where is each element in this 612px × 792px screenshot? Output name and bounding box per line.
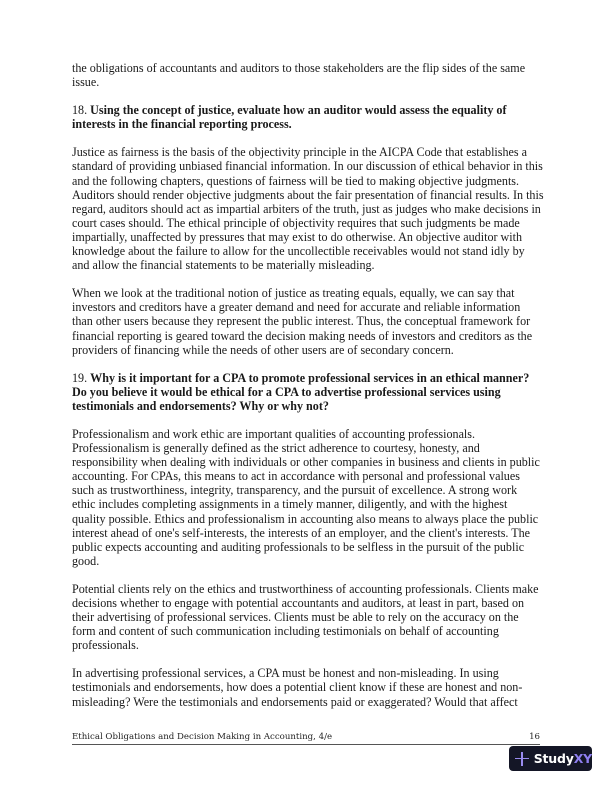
- page-footer: [72, 731, 540, 745]
- text-line: When we look at the traditional notion of justice as treating equals, equally, we can say that: [72, 286, 515, 301]
- text-line: good.: [72, 553, 100, 568]
- text-line: Professionalism and work ethic are important qualities of accounting professionals.: [72, 426, 476, 441]
- text-line: ethic includes completing assignments in a timely manner, diligently, and with the highest: [72, 497, 508, 512]
- text-line: public expects accounting and auditing professionals to be selfless in the pursuit of the public: [72, 539, 525, 554]
- text-line: providers of financing while the needs of other users are of secondary concern.: [72, 342, 454, 357]
- text-line: misleading? Were the testimonials and endorsements paid or exaggerated? Would that affect: [72, 694, 518, 709]
- text-line: In advertising professional services, a CPA must be honest and non-misleading. In using: [72, 666, 499, 681]
- badge-label: StudyXY: [533, 751, 592, 766]
- text-line: testimonials and endorsements, how does a potential client know if these are honest and non-: [72, 680, 523, 695]
- text-line: such as trustworthiness, integrity, transparency, and the pursuit of excellence. A strong work: [72, 483, 518, 498]
- plus-icon: [515, 752, 529, 766]
- question-text: Why is it important for a CPA to promote professional services in an ethical manner?: [90, 370, 530, 385]
- text-line: responsibility when dealing with individuals or other companies in business and clients in public: [72, 455, 540, 470]
- text-line: knowledge about the failure to allow for the uncollectible receivables would not stand idly by: [72, 244, 525, 259]
- text-line: decisions whether to engage with potential accountants and auditors, at least in part, based on: [72, 596, 525, 610]
- question-19: [72, 371, 542, 413]
- text-line: professionals.: [72, 638, 139, 653]
- question-text: testimonials and endorsements? Why or why not?: [72, 398, 329, 413]
- studyxy-badge[interactable]: [509, 746, 592, 771]
- text-line: Auditors should render objective judgments about the fair presentation of financial results. In this: [72, 187, 544, 202]
- text-line: impartially, unaffected by pressures that may exist to do otherwise. An objective auditor with: [72, 229, 523, 244]
- text-line: standard of providing unbiased financial information. In our discussion of ethical behavior in this: [72, 159, 543, 174]
- text-line: regard, auditors should act as impartial arbiters of the truth, just as judges who make decisions in: [72, 201, 541, 216]
- page-number: 16: [529, 732, 540, 742]
- question-text: Do you believe it would be ethical for a CPA to advertise professional services using: [72, 384, 501, 399]
- text-line: and allow the financial statements to be materially misleading.: [72, 258, 375, 273]
- text-line: Justice as fairness is the basis of the objectivity principle in the AICPA Code that establishes a: [72, 145, 528, 160]
- text-line: Professionalism is generally defined as the strict adherence to courtesy, honesty, and: [72, 441, 480, 456]
- answer-19-paragraph-1: [72, 427, 542, 568]
- text-line: Potential clients rely on the ethics and trustworthiness of accounting professionals. Clients make: [72, 581, 539, 596]
- footer-book-title: Ethical Obligations and Decision Making in Accounting, 4/e: [72, 732, 333, 742]
- answer-19-paragraph-3: [72, 666, 542, 708]
- text-line: and the following chapters, questions of fairness will be tied to making objective judgments.: [72, 173, 520, 188]
- text-line: court cases should. The ethical principle of objectivity requires that such judgments be made: [72, 215, 520, 230]
- answer-18-paragraph-1: [72, 145, 542, 272]
- question-18: [72, 103, 542, 131]
- question-number: 19.: [72, 370, 91, 385]
- text-line: quality possible. Ethics and professionalism in accounting also means to always place the public: [72, 511, 539, 526]
- text-line: their advertising of professional services. Clients must be able to rely on the accuracy on the: [72, 610, 519, 625]
- answer-18-paragraph-2: [72, 286, 542, 356]
- answer-19-paragraph-2: [72, 582, 542, 652]
- text-line: investors and creditors have a greater demand and need for accurate and reliable information: [72, 300, 521, 315]
- text-line: financial reporting is geared toward the decision making needs of investors and creditors as the: [72, 328, 533, 343]
- text-line: interest ahead of one's self-interests, the interests of an employer, and the client's interests. The: [72, 525, 531, 540]
- text-line: issue.: [72, 75, 100, 90]
- text-line: the obligations of accountants and auditors to those stakeholders are the flip sides of the same: [72, 61, 526, 75]
- question-number: 18.: [72, 103, 91, 118]
- question-text: interests in the financial reporting process.: [72, 117, 292, 132]
- text-line: form and content of such communication including testimonials on behalf of accounting: [72, 624, 499, 639]
- text-line: accounting. For CPAs, this means to act in accordance with personal and professional values: [72, 469, 520, 484]
- question-text: Using the concept of justice, evaluate how an auditor would assess the equality of: [90, 103, 507, 118]
- document-page: [72, 61, 542, 723]
- intro-paragraph: [72, 61, 542, 89]
- text-line: than other users because they represent the public interest. Thus, the conceptual framework for: [72, 314, 531, 329]
